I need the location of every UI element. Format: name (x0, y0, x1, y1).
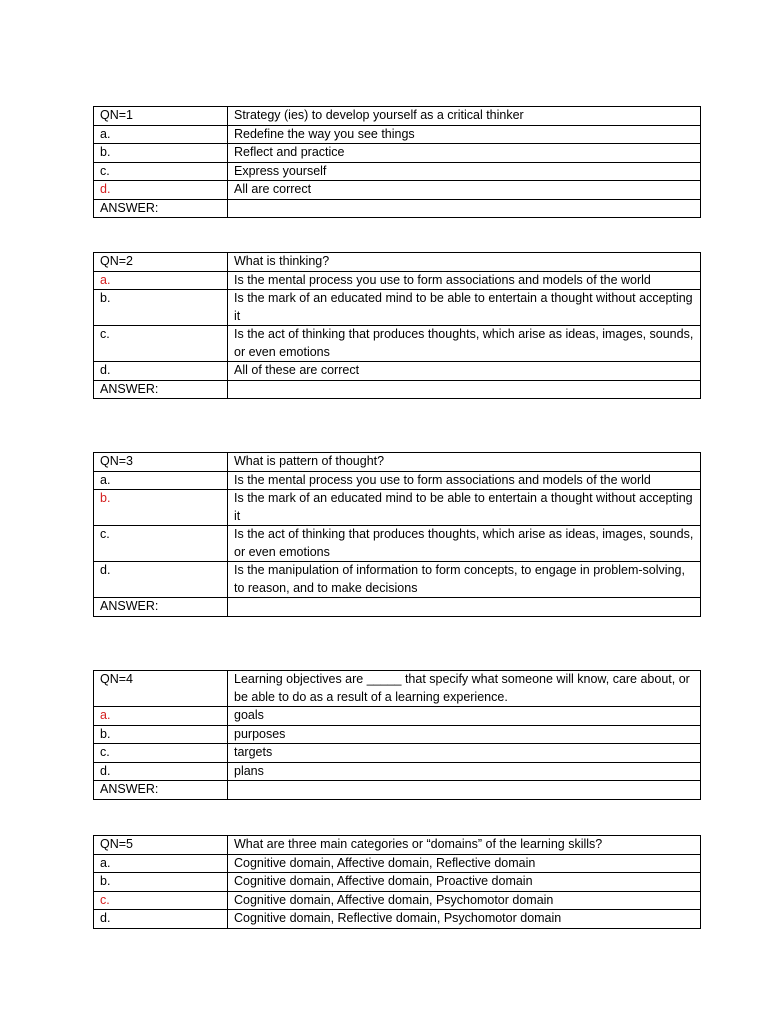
question-number: QN=4 (94, 671, 228, 707)
option-letter: d. (94, 562, 228, 598)
question-row (94, 836, 701, 855)
answer-row (94, 598, 701, 617)
question-text: What is pattern of thought? (228, 453, 701, 472)
option-text: All are correct (228, 181, 701, 200)
option-row (94, 707, 701, 726)
option-letter: a. (94, 125, 228, 144)
option-row (94, 762, 701, 781)
option-text: purposes (228, 725, 701, 744)
question-text: Learning objectives are _____ that specify what someone will know, care about, or be able to do as a result of a learning experience. (228, 671, 701, 707)
option-text: Is the mark of an educated mind to be able to entertain a thought without accepting it (228, 290, 701, 326)
option-letter-correct: c. (94, 891, 228, 910)
option-text: Cognitive domain, Affective domain, Psychomotor domain (228, 891, 701, 910)
option-text: Is the act of thinking that produces thoughts, which arise as ideas, images, sounds, or even emotions (228, 326, 701, 362)
option-letter-correct: d. (94, 181, 228, 200)
option-letter: c. (94, 162, 228, 181)
question-row (94, 253, 701, 272)
answer-value (228, 598, 701, 617)
option-text: All of these are correct (228, 362, 701, 381)
option-row (94, 471, 701, 490)
question-text: What are three main categories or “domains” of the learning skills? (228, 836, 701, 855)
question-number: QN=5 (94, 836, 228, 855)
option-letter-correct: b. (94, 490, 228, 526)
question-number: QN=2 (94, 253, 228, 272)
option-row (94, 144, 701, 163)
option-text: Is the mental process you use to form associations and models of the world (228, 471, 701, 490)
option-text: Reflect and practice (228, 144, 701, 163)
option-letter: d. (94, 762, 228, 781)
option-row (94, 181, 701, 200)
option-letter: d. (94, 362, 228, 381)
option-row (94, 490, 701, 526)
option-text: Is the manipulation of information to form concepts, to engage in problem-solving, to reason, and to make decisions (228, 562, 701, 598)
question-table-2 (93, 252, 701, 399)
option-text: Is the act of thinking that produces thoughts, which arise as ideas, images, sounds, or even emotions (228, 526, 701, 562)
option-row (94, 744, 701, 763)
option-letter: c. (94, 326, 228, 362)
option-row (94, 162, 701, 181)
answer-row (94, 781, 701, 800)
option-row (94, 362, 701, 381)
option-letter: d. (94, 910, 228, 929)
answer-label: ANSWER: (94, 199, 228, 218)
question-row (94, 671, 701, 707)
option-text: Cognitive domain, Reflective domain, Psychomotor domain (228, 910, 701, 929)
question-table-3 (93, 452, 701, 617)
option-text: Cognitive domain, Affective domain, Proactive domain (228, 873, 701, 892)
option-row (94, 725, 701, 744)
option-row (94, 125, 701, 144)
question-text: What is thinking? (228, 253, 701, 272)
option-letter: b. (94, 873, 228, 892)
option-text: targets (228, 744, 701, 763)
question-table-1 (93, 106, 701, 218)
option-letter: c. (94, 526, 228, 562)
option-row (94, 873, 701, 892)
answer-row (94, 199, 701, 218)
option-letter-correct: a. (94, 707, 228, 726)
question-number: QN=3 (94, 453, 228, 472)
question-number: QN=1 (94, 107, 228, 126)
option-row (94, 290, 701, 326)
answer-value (228, 199, 701, 218)
option-letter: b. (94, 290, 228, 326)
question-text: Strategy (ies) to develop yourself as a critical thinker (228, 107, 701, 126)
answer-value (228, 781, 701, 800)
question-row (94, 453, 701, 472)
option-letter: c. (94, 744, 228, 763)
option-letter: b. (94, 144, 228, 163)
option-text: Redefine the way you see things (228, 125, 701, 144)
answer-row (94, 380, 701, 399)
question-table-4 (93, 670, 701, 800)
option-letter: a. (94, 854, 228, 873)
option-row (94, 854, 701, 873)
option-row (94, 326, 701, 362)
question-table-5 (93, 835, 701, 929)
answer-label: ANSWER: (94, 598, 228, 617)
option-letter-correct: a. (94, 271, 228, 290)
option-text: Express yourself (228, 162, 701, 181)
option-text: plans (228, 762, 701, 781)
question-row (94, 107, 701, 126)
option-letter: b. (94, 725, 228, 744)
option-letter: a. (94, 471, 228, 490)
option-row (94, 271, 701, 290)
option-row (94, 910, 701, 929)
option-text: Cognitive domain, Affective domain, Reflective domain (228, 854, 701, 873)
option-row (94, 562, 701, 598)
answer-value (228, 380, 701, 399)
option-text: goals (228, 707, 701, 726)
answer-label: ANSWER: (94, 781, 228, 800)
option-text: Is the mental process you use to form associations and models of the world (228, 271, 701, 290)
option-row (94, 526, 701, 562)
option-text: Is the mark of an educated mind to be able to entertain a thought without accepting it (228, 490, 701, 526)
answer-label: ANSWER: (94, 380, 228, 399)
option-row (94, 891, 701, 910)
